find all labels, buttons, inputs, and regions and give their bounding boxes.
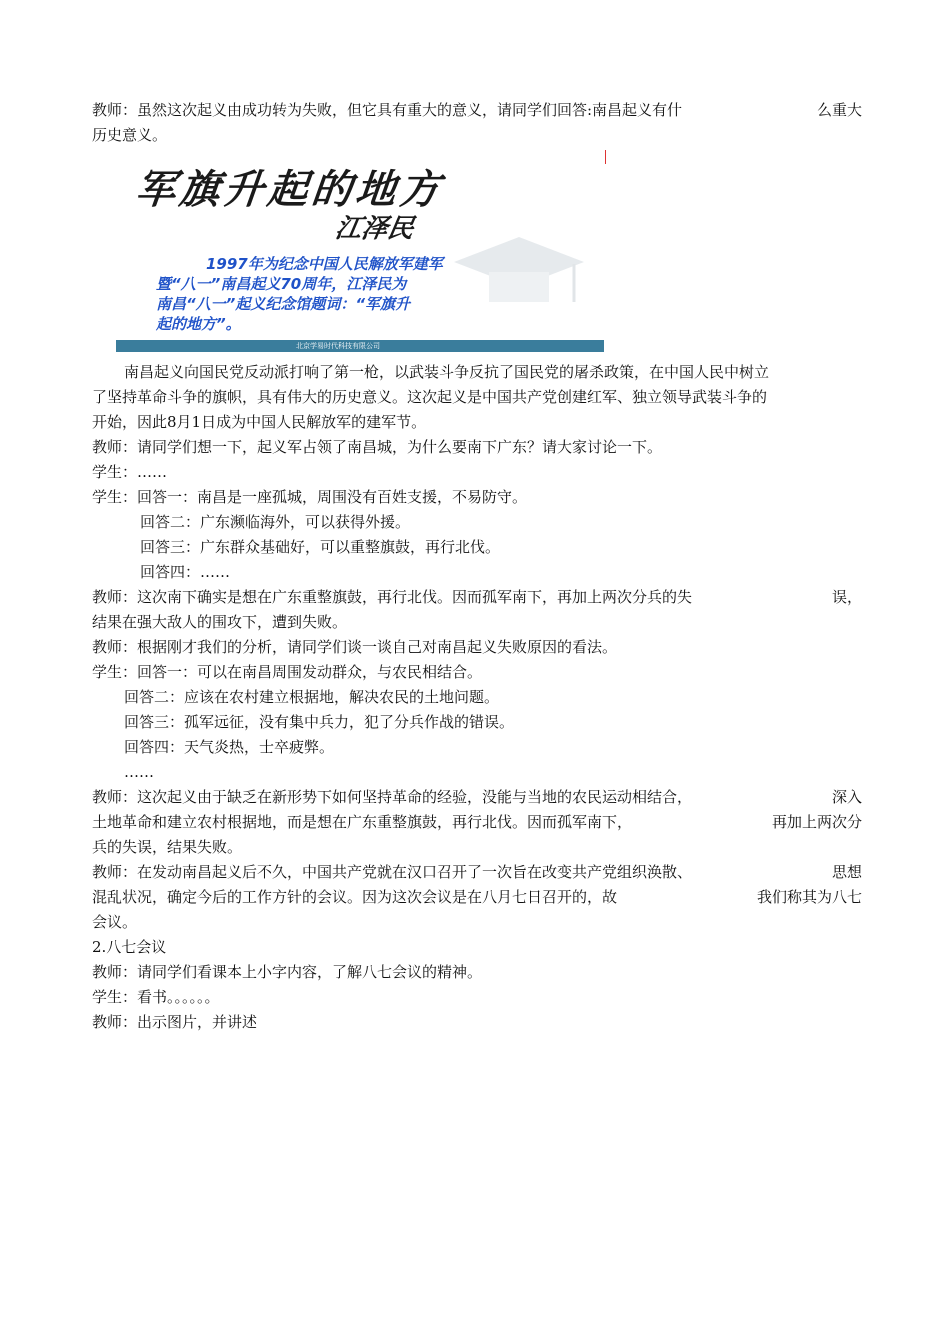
figure-footer-text: 北京学易时代科技有限公司 <box>296 342 380 350</box>
caption-line: 南昌“八一”起义纪念馆题词：“军旗升 <box>156 295 410 313</box>
text-line: 回答三：广东群众基础好，可以重整旗鼓，再行北伐。 <box>140 538 501 556</box>
text-line: 回答二：广东濒临海外，可以获得外援。 <box>140 513 411 531</box>
figure-caption <box>156 254 576 334</box>
text-segment: 再加上两次分 <box>771 813 862 831</box>
text-segment: 教师：这次起义由于缺乏在新形势下如何坚持革命的经验，没能与当地的农民运动相结合， <box>92 788 693 806</box>
text-line: 教师：请同学们想一下，起义军占领了南昌城，为什么要南下广东？请大家讨论一下。 <box>92 438 663 456</box>
figure-footer-bar <box>116 340 604 352</box>
text-line: 兵的失误，结果失败。 <box>92 838 243 856</box>
text-line: 了坚持革命斗争的旗帜，具有伟大的历史意义。这次起义是中国共产党创建红军、独立领导武装斗争的 <box>92 388 768 406</box>
text-segment: 么重大 <box>816 101 862 119</box>
text-line: 学生：回答一：南昌是一座孤城，周围没有百姓支援，不易防守。 <box>92 488 528 506</box>
text-line: …… <box>124 763 154 781</box>
document-page <box>92 98 862 1035</box>
calligraphy-figure <box>116 154 604 352</box>
text-segment: 误， <box>831 588 862 606</box>
text-segment: 土地革命和建立农村根据地，而是想在广东重整旗鼓，再行北伐。因而孤军南下， <box>92 813 633 831</box>
text-line: 学生：看书。。。。。。 <box>92 988 220 1006</box>
text-line <box>92 810 862 835</box>
figure-calligraphy-title: 军旗升起的地方 <box>133 167 447 213</box>
text-line: 回答四：…… <box>140 563 231 581</box>
text-segment: 我们称其为八七 <box>756 888 862 906</box>
figure-signature: 江泽民 <box>332 214 417 244</box>
text-line <box>92 98 862 123</box>
text-segment: 深入 <box>831 788 862 806</box>
text-line: 开始，因此8月1日成为中国人民解放军的建军节。 <box>92 413 427 431</box>
text-segment: 混乱状况，确定今后的工作方针的会议。因为这次会议是在八月七日召开的，故 <box>92 888 618 906</box>
text-line: 教师：请同学们看课本上小字内容，了解八七会议的精神。 <box>92 963 483 981</box>
caption-line: 暨“八一”南昌起义70周年，江泽民为 <box>156 275 407 293</box>
text-segment: 教师：虽然这次起义由成功转为失败，但它具有重大的意义，请同学们回答:南昌起义有什 <box>92 101 683 119</box>
text-line: 教师：出示图片，并讲述 <box>92 1013 258 1031</box>
text-line: 回答三：孤军远征，没有集中兵力，犯了分兵作战的错误。 <box>124 713 515 731</box>
text-line <box>92 885 862 910</box>
text-line <box>92 785 862 810</box>
text-segment: 思想 <box>831 863 862 881</box>
text-segment: 教师：在发动南昌起义后不久，中国共产党就在汉口召开了一次旨在改变共产党组织涣散、 <box>92 863 693 881</box>
text-line: 回答四：天气炎热，士卒疲弊。 <box>124 738 335 756</box>
text-line: 回答二：应该在农村建立根据地，解决农民的土地问题。 <box>124 688 500 706</box>
text-line <box>92 860 862 885</box>
text-line: 教师：根据刚才我们的分析，请同学们谈一谈自己对南昌起义失败原因的看法。 <box>92 638 618 656</box>
text-segment: 教师：这次南下确实是想在广东重整旗鼓，再行北伐。因而孤军南下，再加上两次分兵的失 <box>92 588 693 606</box>
red-mark <box>605 150 606 164</box>
text-line: 南昌起义向国民党反动派打响了第一枪，以武装斗争反抗了国民党的屠杀政策，在中国人民中树立 <box>124 363 770 381</box>
text-line: 学生：…… <box>92 463 168 481</box>
text-line: 历史意义。 <box>92 126 168 144</box>
text-line: 会议。 <box>92 913 138 931</box>
text-line: 学生：回答一：可以在南昌周围发动群众，与农民相结合。 <box>92 663 483 681</box>
caption-line: 起的地方”。 <box>156 315 241 333</box>
text-line <box>92 585 862 610</box>
caption-line: 1997年为纪念中国人民解放军建军 <box>206 255 443 273</box>
section-heading: 2.八七会议 <box>92 938 167 956</box>
text-line: 结果在强大敌人的围攻下，遭到失败。 <box>92 613 348 631</box>
